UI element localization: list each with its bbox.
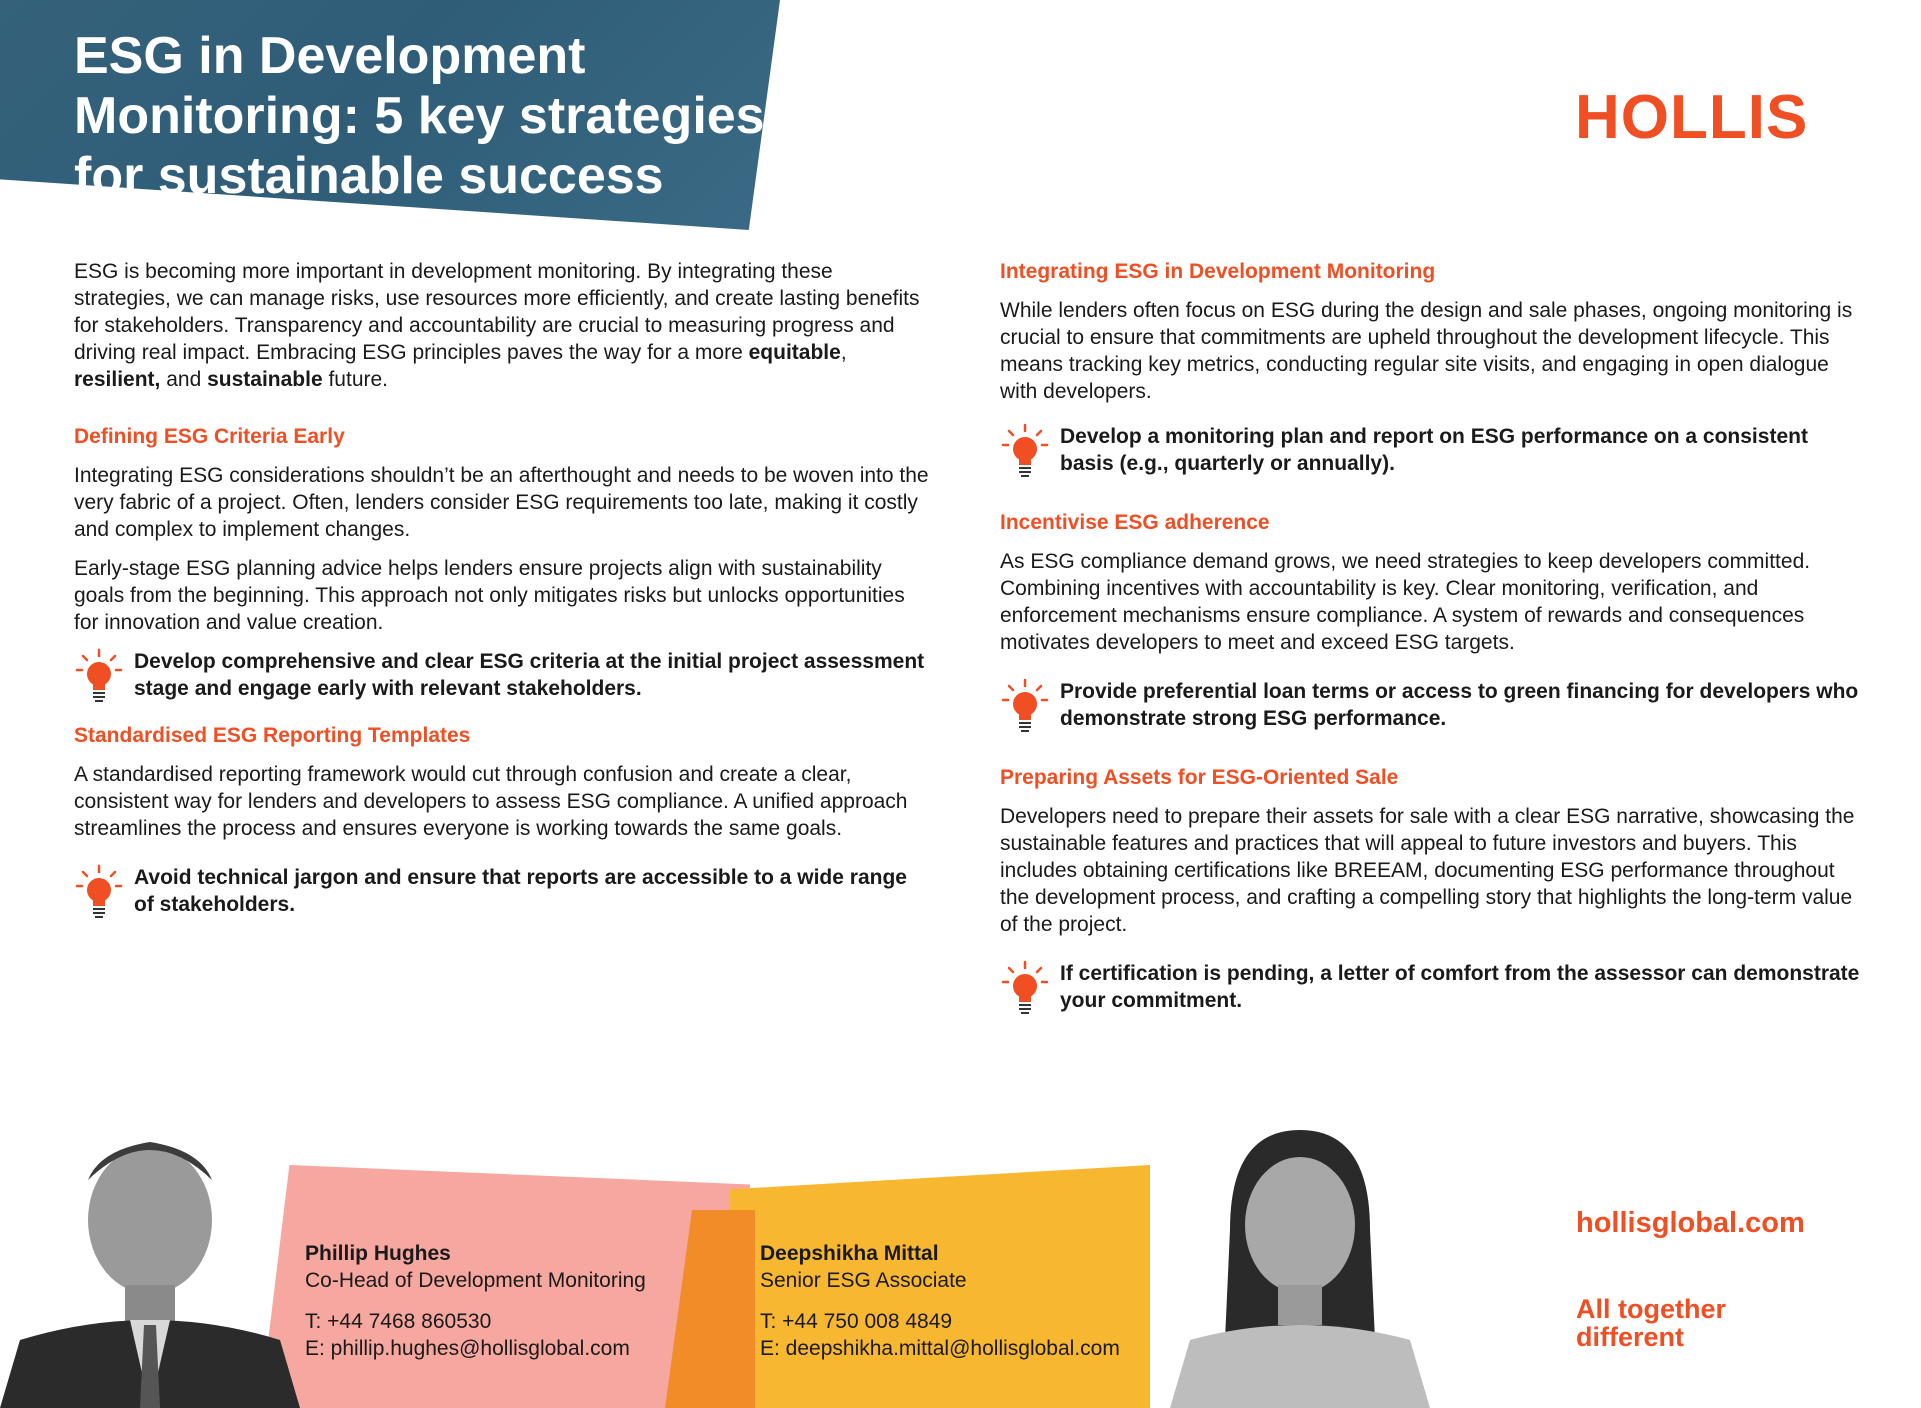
tip-callout xyxy=(1000,960,1860,1020)
contact-name: Phillip Hughes xyxy=(305,1242,451,1265)
contact-card-phillip xyxy=(305,1240,745,1362)
lightbulb-icon xyxy=(1000,960,1050,1020)
tip-callout xyxy=(74,648,930,708)
contact-phone[interactable]: T: +44 7468 860530 xyxy=(305,1310,492,1333)
section-heading-incentivise: Incentivise ESG adherence xyxy=(1000,511,1270,534)
tip-text: If certification is pending, a letter of comfort from the assessor can demonstrate your commitment. xyxy=(1060,962,1860,1012)
tip-text: Avoid technical jargon and ensure that reports are accessible to a wide range of stakeholders. xyxy=(134,866,907,916)
intro-paragraph: ESG is becoming more important in development monitoring. By integrating these strategies, we can manage risks, use resources more efficiently, and create lasting benefits for stakeholders. Transparency and accountability are crucial to measuring progress and driving real impact. Embracing ESG principles paves the way for a more equitable, resilient, and sustainable future. xyxy=(74,260,920,391)
tagline: All together different xyxy=(1576,1294,1727,1352)
contact-email[interactable]: E: deepshikha.mittal@hollisglobal.com xyxy=(760,1337,1120,1360)
contact-email[interactable]: E: phillip.hughes@hollisglobal.com xyxy=(305,1337,630,1360)
portrait-phillip-hughes xyxy=(0,1110,300,1408)
section-paragraph: Early-stage ESG planning advice helps lenders ensure projects align with sustainability goals from the beginning. This approach not only mitigates risks but unlocks opportunities for innovation and value creation. xyxy=(74,557,905,634)
section-heading-preparing-assets: Preparing Assets for ESG-Oriented Sale xyxy=(1000,766,1399,789)
page-title: ESG in Development Monitoring: 5 key strategies for sustainable success xyxy=(74,27,765,205)
section-heading-reporting-templates: Standardised ESG Reporting Templates xyxy=(74,724,471,747)
lightbulb-icon xyxy=(74,648,124,708)
tip-text: Develop a monitoring plan and report on ESG performance on a consistent basis (e.g., quarterly or annually). xyxy=(1060,425,1808,475)
tip-text: Develop comprehensive and clear ESG criteria at the initial project assessment stage and engage early with relevant stakeholders. xyxy=(134,650,925,700)
tip-callout xyxy=(1000,423,1860,483)
lightbulb-icon xyxy=(1000,678,1050,738)
tip-callout xyxy=(1000,678,1860,738)
lightbulb-icon xyxy=(1000,423,1050,483)
tip-text: Provide preferential loan terms or access to green financing for developers who demonstrate strong ESG performance. xyxy=(1060,680,1859,730)
section-paragraph: As ESG compliance demand grows, we need strategies to keep developers committed. Combining incentives with accountability is key. Clear monitoring, verification, and enforcement mechanisms ensure compliance. A system of rewards and consequences motivates developers to meet and exceed ESG targets. xyxy=(1000,550,1811,654)
tip-callout xyxy=(74,864,930,924)
contact-role: Senior ESG Associate xyxy=(760,1269,967,1292)
contact-name: Deepshikha Mittal xyxy=(760,1242,939,1265)
section-heading-defining-criteria: Defining ESG Criteria Early xyxy=(74,425,345,448)
section-paragraph: Developers need to prepare their assets for sale with a clear ESG narrative, showcasing the sustainable features and practices that will appeal to future investors and buyers. This includes obtaining certifications like BREEAM, documenting ESG performance throughout the development process, and crafting a compelling story that highlights the long-term value of the project. xyxy=(1000,805,1855,936)
contact-role: Co-Head of Development Monitoring xyxy=(305,1269,646,1292)
right-column xyxy=(1000,258,1860,1034)
section-paragraph: A standardised reporting framework would cut through confusion and create a clear, consistent way for lenders and developers to assess ESG compliance. A unified approach streamlines the process and ensures everyone is working towards the same goals. xyxy=(74,763,908,840)
website-link[interactable]: hollisglobal.com xyxy=(1576,1207,1805,1239)
section-heading-integrating-esg: Integrating ESG in Development Monitoring xyxy=(1000,260,1436,283)
contact-card-deepshikha xyxy=(760,1240,1180,1362)
section-paragraph: Integrating ESG considerations shouldn’t be an afterthought and needs to be woven into the very fabric of a project. Often, lenders consider ESG requirements too late, making it costly and complex to implement changes. xyxy=(74,464,929,541)
hollis-logo: HOLLIS xyxy=(1575,83,1809,152)
lightbulb-icon xyxy=(74,864,124,924)
portrait-deepshikha-mittal xyxy=(1150,1110,1450,1408)
contact-phone[interactable]: T: +44 750 008 4849 xyxy=(760,1310,953,1333)
section-paragraph: While lenders often focus on ESG during the design and sale phases, ongoing monitoring is crucial to ensure that commitments are upheld throughout the development lifecycle. This means tracking key metrics, conducting regular site visits, and engaging in open dialogue with developers. xyxy=(1000,299,1853,403)
left-column xyxy=(74,258,930,938)
